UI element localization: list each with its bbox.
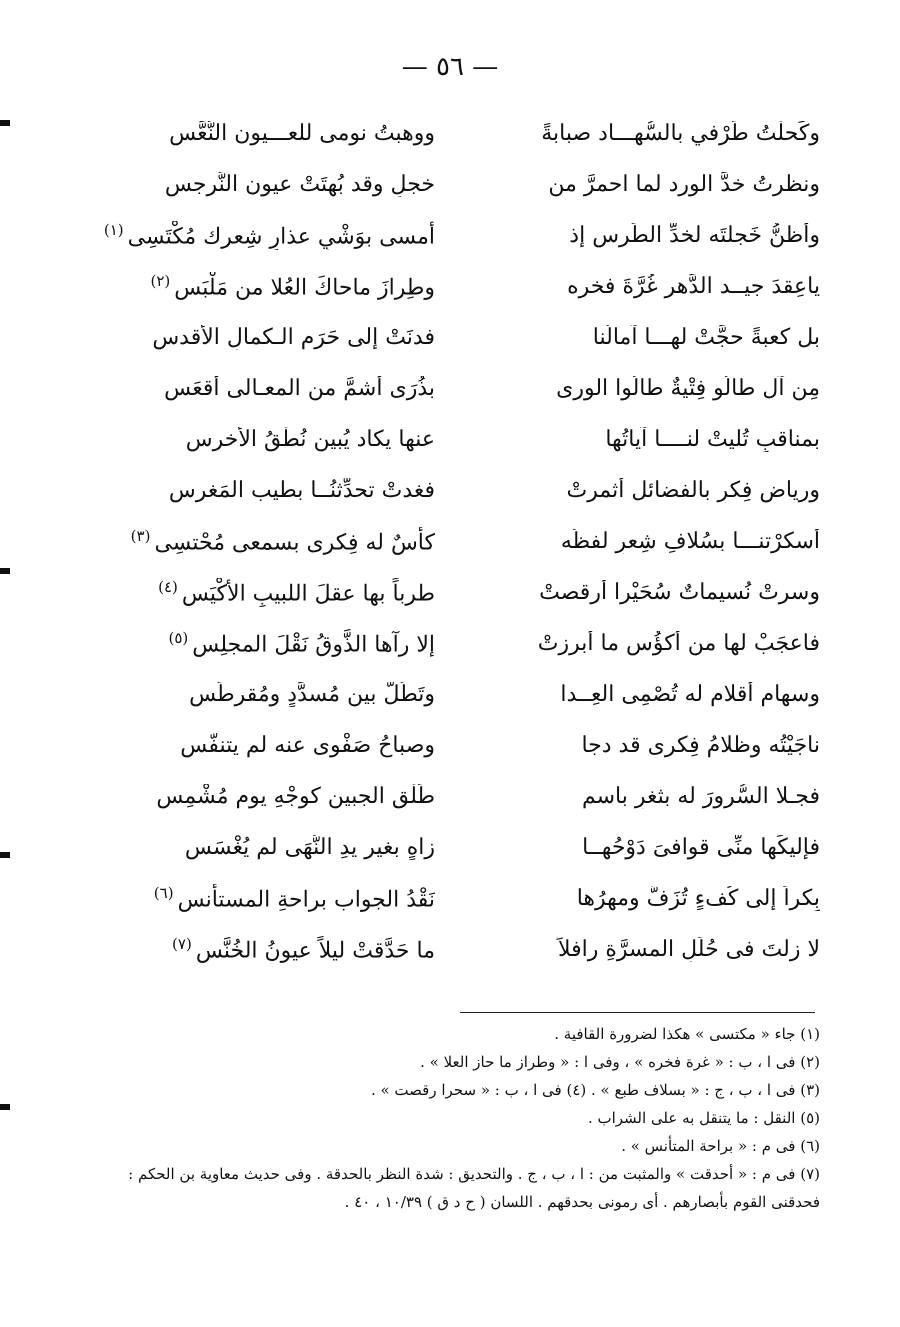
hemistich-text: كأسٌ له فِكرى بسمعى مُحْتسِى — [154, 530, 435, 556]
verse-second-hemistich — [90, 325, 435, 350]
verse-line — [90, 720, 820, 771]
hemistich-text: نَقْدُ الجواب براحةِ المستأنسِ — [177, 887, 435, 913]
verse-second-hemistich — [90, 578, 435, 606]
verse-second-hemistich — [90, 784, 435, 809]
verse-line — [90, 822, 820, 873]
margin-mark — [0, 120, 10, 126]
verse-first-hemistich: ونظرتُ خدَّ الورد لما احمرَّ من — [548, 172, 820, 197]
verse-line — [90, 873, 820, 924]
footnote-divider — [460, 1012, 815, 1013]
hemistich-text: طرباً بها عقلَ اللبيبِ الأكْيَسِ — [181, 581, 435, 607]
verse-second-hemistich — [90, 835, 435, 860]
hemistich-text: عنها يكاد يُبين نُطْقُ الأخرسِ — [185, 427, 435, 452]
verse-line — [90, 771, 820, 822]
verse-line — [90, 465, 820, 516]
verse-first-hemistich: وأظنُّ خَجلتَه لخدِّ الطِّرس إذ — [569, 223, 820, 248]
footnote-reference: (٦) — [153, 884, 174, 903]
verse-second-hemistich — [90, 221, 435, 249]
hemistich-text: أمسى بوَشْيِ عذارِ شِعرك مُكْتَسِى — [127, 224, 435, 250]
hemistich-text: بذُرَى أشمَّ من المعـالى أقعَسِ — [164, 376, 435, 401]
hemistich-text: وتَطُلُّ بين مُسدَّدٍ ومُقرطَسِ — [189, 682, 435, 707]
verse-first-hemistich: وكَحلْتُ طَرْفي بالسُّهـــاد صبابةً — [541, 121, 820, 146]
verse-first-hemistich: أسكرْتنـــا بسُلافِ شِعرٍ لفظُه — [560, 529, 820, 554]
hemistich-text: وطِرازَ ماحاكَ العُلا من مَلْبَسِ — [174, 275, 435, 301]
verse-line — [90, 567, 820, 618]
hemistich-text: وصباحُ صَفْوى عنه لم يتنفَّسِ — [180, 733, 435, 758]
hemistich-text: ووهبتُ نومى للعـــيون النُّعَّسِ — [169, 121, 435, 146]
verse-line — [90, 924, 820, 975]
verse-line — [90, 618, 820, 669]
verse-second-hemistich — [90, 121, 435, 146]
verse-first-hemistich: فاعجَبْ لها من أكؤُسٍ ما أبرزتْ — [537, 631, 820, 656]
footnote-reference: (٢) — [150, 272, 171, 291]
footnote: (٧) فى م : « أحدقت » والمثبت من : ا ، ب ، ج . والتحديق : شدة النظر بالحدقة . وفى حديث معاوية بن الحكم : فحدقنى القوم بأبصارهم . أى رمونى بحدقهم . اللسان ( ح د ق ) ١٠/٣٩ ، ٤٠ . — [128, 1165, 820, 1211]
hemistich-text: إلا رآها الذَّوقُ نَقْلَ المجلِسِ — [192, 632, 435, 658]
hemistich-text: ما حَدَّقتْ ليلاً عيونُ الخُنَّسِ — [195, 938, 435, 964]
verse-line — [90, 363, 820, 414]
verse-second-hemistich — [90, 935, 435, 963]
verse-second-hemistich — [90, 527, 435, 555]
hemistich-text: طَلْقِ الجبين كوجْهِ يوم مُشْمِسِ — [156, 784, 435, 809]
verse-first-hemistich: بِكراً إلى كُفءٍ تُزَفُّ ومهرُها — [576, 886, 820, 911]
verse-second-hemistich — [90, 682, 435, 707]
verse-second-hemistich — [90, 427, 435, 452]
page-number: — ٥٦ — — [401, 52, 499, 82]
footnote: (٦) فى م : « براحة المتأنس » . — [621, 1137, 820, 1155]
footnote: (٢) فى ا ، ب : « غرة فخره » ، وفى ا : « وطراز ما حاز العلا » . — [420, 1053, 820, 1071]
verse-line — [90, 108, 820, 159]
verse-second-hemistich — [90, 884, 435, 912]
verse-second-hemistich — [90, 733, 435, 758]
footnotes — [80, 1020, 820, 1216]
verse-first-hemistich: مِن آل طالُو فِتْيةٌ طالُوا الورى — [556, 376, 820, 401]
verse-line — [90, 210, 820, 261]
verse-first-hemistich: لا زِلتَ فى حُلَلِ المسرَّةِ رافلاً — [557, 937, 820, 962]
verse-first-hemistich: بل كعبةً حجَّتْ لهـــا آمالُنا — [592, 325, 820, 350]
verse-first-hemistich: فإليكَها منِّى قوافىَ دَوْحُهــا — [582, 835, 820, 860]
hemistich-text: زاهٍ بغير يدِ النُّهَى لم يُغْسَسِ — [184, 835, 435, 860]
footnote: (١) جاء « مكتسى » هكذا لضرورة القافية . — [554, 1025, 820, 1043]
verse-line — [90, 516, 820, 567]
verse-line — [90, 261, 820, 312]
margin-mark — [0, 852, 10, 858]
margin-mark — [0, 1104, 10, 1110]
verse-line — [90, 669, 820, 720]
margin-mark — [0, 568, 10, 574]
footnote-reference: (١) — [103, 221, 124, 240]
verse-first-hemistich: ناجَيْتُه وظلامُ فِكرى قد دجا — [581, 733, 820, 758]
verse-second-hemistich — [90, 376, 435, 401]
footnote-reference: (٤) — [158, 578, 178, 597]
verse-line — [90, 159, 820, 210]
hemistich-text: فغدتْ تحدِّثنُــا بطيب المَغرِسِ — [168, 478, 435, 503]
verse-first-hemistich: وسهامِ أقلامٍ له تُصْمِى العِــدا — [560, 682, 820, 707]
verse-first-hemistich: فجـلا السُّرورَ له بثغرٍ باسمٍ — [581, 784, 820, 809]
verse-first-hemistich: ياعِقدَ جيــد الدَّهر غُرَّةَ فخره — [567, 274, 820, 299]
verse-line — [90, 414, 820, 465]
verse-second-hemistich — [90, 478, 435, 503]
verse-first-hemistich: بمناقبٍ تُليتْ لنــــا آياتُها — [605, 427, 820, 452]
footnote: (٣) فى ا ، ب ، ج : « بسلاف طبع » . (٤) فى ا ، ب : « سحرا رقصت » . — [370, 1081, 820, 1099]
poem — [90, 108, 820, 975]
footnote-reference: (٣) — [130, 527, 151, 546]
verse-first-hemistich: وسرتْ نُسيماتٌ سُحَيْرا أرقصتْ — [539, 580, 820, 605]
verse-first-hemistich: ورياض فِكرٍ بالفضائل أثمرتْ — [566, 478, 820, 503]
hemistich-text: فدنَتْ إلى حَرَمِ الـكمالِ الأقدسِ — [152, 325, 435, 350]
verse-second-hemistich — [90, 629, 435, 657]
footnote-reference: (٥) — [168, 629, 189, 648]
footnote: (٥) النقل : ما يتنقل به على الشراب . — [587, 1109, 820, 1127]
verse-second-hemistich — [90, 272, 435, 300]
verse-line — [90, 312, 820, 363]
footnote-reference: (٧) — [172, 935, 192, 954]
hemistich-text: خجلٍ وقد بُهِتَتْ عيون النَّرجسِ — [164, 172, 435, 197]
verse-second-hemistich — [90, 172, 435, 197]
